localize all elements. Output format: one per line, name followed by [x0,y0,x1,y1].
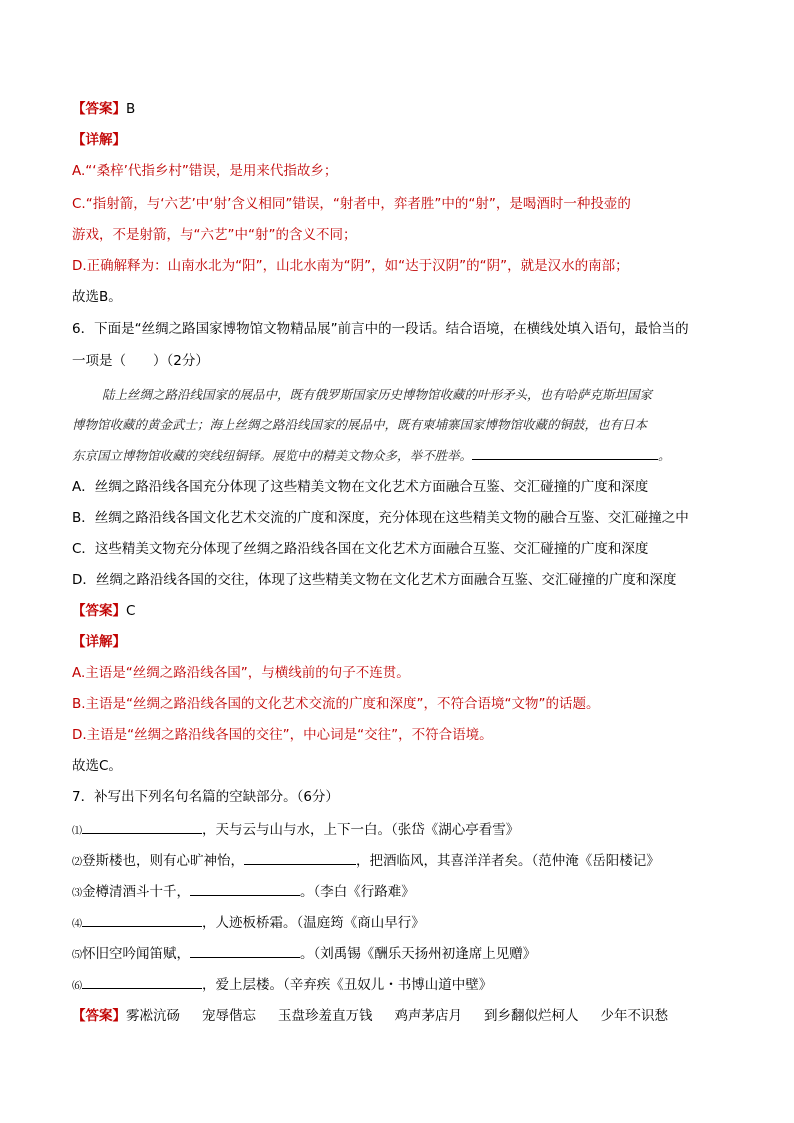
answer-item: 玉盘珍羞直万钱 [278,1008,373,1024]
q5-explanation-c: C.“指射箭，与‘六艺’中‘射’含义相同”错误，“射者中，弈者胜”中的“射”，是喝酒时一种投壶的 [72,196,631,212]
item-after: ，天与云与山与水，上下一白。（张岱《湖心亭看雪》 [202,822,520,838]
passage-text: 东京国立博物馆收藏的突线纽铜铎。展览中的精美文物众多，举不胜举。 [72,448,473,463]
answer-item: 少年不识愁 [600,1008,668,1024]
fill-blank [82,913,202,927]
item-number: ⑵ [72,857,82,868]
q6-explanation-a: A.主语是“丝绸之路沿线各国”，与横线前的句子不连贯。 [72,665,410,681]
q6-passage-line1: 陆上丝绸之路沿线国家的展品中，既有俄罗斯国家历史博物馆收藏的叶形矛头，也有哈萨克斯坦国家 [102,387,653,402]
q6-stem-line1: 6．下面是“丝绸之路国家博物馆文物精品展”前言中的一段话。结合语境，在横线处填入语句，最恰当的 [72,321,689,337]
q6-explanation-b: B.主语是“丝绸之路沿线各国的文化艺术交流的广度和深度”，不符合语境“文物”的话题。 [72,696,600,712]
q6-passage-line2: 博物馆收藏的黄金武士；海上丝绸之路沿线国家的展品中，既有柬埔寨国家博物馆收藏的铜鼓，也有日本 [72,417,648,432]
fill-blank [190,882,300,896]
q7-item-3 [72,882,415,903]
passage-end: 。 [658,448,671,463]
q5-detail-label: 【详解】 [72,132,126,148]
item-number: ⑸ [72,950,82,961]
fill-blank [472,446,658,460]
item-before: 金樽清酒斗十千， [82,884,190,900]
q5-conclusion: 故选B。 [72,289,122,305]
answer-item: 鸡声茅店月 [394,1008,462,1024]
item-before: 登斯楼也，则有心旷神怡， [82,853,244,869]
answer-label: 【答案】 [72,1008,126,1024]
answer-label: 【答案】 [72,101,126,117]
q5-explanation-d: D.正确解释为：山南水北为“阳”，山北水南为“阴”，如“达于汉阴”的“阴”，就是汉水的南部； [72,258,629,274]
answer-item: 雾凇沆砀 [126,1008,180,1024]
q6-stem-line2: 一项是（ ）（2分） [72,353,209,369]
q6-option-b: B．丝绸之路沿线各国文化艺术交流的广度和深度，充分体现在这些精美文物的融合互鉴、交汇碰撞之中 [72,510,689,526]
answer-item: 宠辱偕忘 [202,1008,256,1024]
q7-item-5 [72,944,536,965]
answer-item: 到乡翻似烂柯人 [484,1008,579,1024]
q7-item-6 [72,975,492,996]
q7-item-4 [72,913,425,934]
q6-option-c: C．这些精美文物充分体现了丝绸之路沿线各国在文化艺术方面融合互鉴、交汇碰撞的广度和深度 [72,541,649,557]
item-number: ⑹ [72,981,82,992]
q6-conclusion: 故选C。 [72,758,122,774]
fill-blank [190,944,300,958]
item-after: 。（李白《行路难》 [300,884,415,900]
item-after: ，把酒临风，其喜洋洋者矣。（范仲淹《岳阳楼记》 [356,853,660,869]
q5-explanation-a: A.“‘桑梓’代指乡村”错误，是用来代指故乡； [72,163,338,179]
q5-explanation-c-cont: 游戏，不是射箭，与“六艺”中“射”的含义不同； [72,227,357,243]
q5-answer [72,100,135,118]
answer-value: B [126,101,136,117]
q7-item-2 [72,851,660,872]
item-number: ⑶ [72,888,82,899]
q6-detail-label: 【详解】 [72,634,126,650]
answer-value: C [126,603,136,619]
item-after: 。（刘禹锡《酬乐天扬州初逢席上见赠》 [300,946,537,962]
item-after: ，人迹板桥霜。（温庭筠《商山早行》 [202,915,425,931]
q6-explanation-d: D.主语是“丝绸之路沿线各国的交往”，中心词是“交往”，不符合语境。 [72,727,493,743]
item-number: ⑴ [72,826,82,837]
fill-blank [244,851,356,865]
q7-item-1 [72,820,519,841]
q6-option-d: D．丝绸之路沿线各国的交往，体现了这些精美文物在文化艺术方面融合互鉴、交汇碰撞的广度和深度 [72,572,677,588]
item-before: 怀旧空吟闻笛赋， [82,946,190,962]
q7-answer [72,1007,668,1025]
fill-blank [82,820,202,834]
q6-passage-line3 [72,446,671,465]
q7-stem: 7．补写出下列名句名篇的空缺部分。（6分） [72,789,339,805]
fill-blank [82,975,202,989]
item-after: ，爱上层楼。（辛弃疾《丑奴儿・书博山道中壁》 [202,977,493,993]
q6-option-a: A．丝绸之路沿线各国充分体现了这些精美文物在文化艺术方面融合互鉴、交汇碰撞的广度和深度 [72,479,649,495]
answer-label: 【答案】 [72,603,126,619]
q6-answer [72,602,135,620]
item-number: ⑷ [72,919,82,930]
